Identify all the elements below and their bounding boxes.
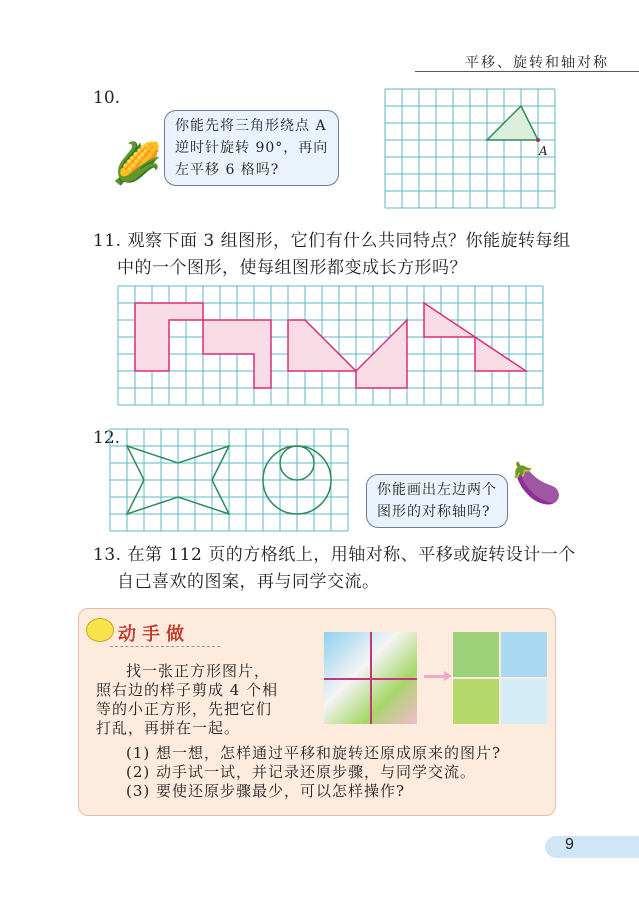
activity-tasks	[126, 744, 501, 801]
page-number: 9	[565, 836, 574, 853]
intro-line: 找一张正方形图片，	[126, 662, 271, 680]
piece	[501, 679, 547, 724]
activity-intro	[96, 662, 278, 738]
cut-line	[324, 678, 417, 680]
eggplant-mascot-icon: 🍆	[512, 461, 562, 507]
q11-line: 中的一个图形，使每组图形都变成长方形吗？	[117, 258, 467, 278]
q11-line: 11. 观察下面 3 组图形，它们有什么共同特点？你能旋转每组	[93, 231, 571, 251]
arrow-right-icon	[424, 675, 444, 678]
q10-grid	[384, 88, 584, 218]
bubble-line: 图形的对称轴吗?	[377, 504, 491, 520]
q13-line: 13. 在第 112 页的方格纸上，用轴对称、平移或旋转设计一个	[93, 545, 576, 565]
point-a-label: A	[539, 144, 548, 158]
q12-speech-bubble	[366, 474, 508, 528]
arrow-head-icon	[444, 671, 452, 681]
chick-icon	[86, 618, 114, 642]
intro-line: 等的小正方形，先把它们	[96, 700, 273, 718]
q12-grid	[109, 428, 351, 533]
header-divider	[415, 71, 639, 72]
page-number-tab	[545, 836, 639, 858]
task-item: (2) 动手试一试，并记录还原步骤，与同学交流。	[126, 763, 477, 781]
task-item: (1) 想一想，怎样通过平移和旋转还原成原来的图片?	[126, 744, 502, 762]
piece	[501, 632, 547, 677]
q13-text	[93, 542, 576, 596]
q12-number: 12.	[93, 428, 121, 448]
original-picture	[324, 632, 417, 724]
bubble-line: 你能画出左边两个	[377, 482, 497, 498]
piece	[453, 679, 499, 724]
q11-grid	[117, 285, 547, 407]
q10-speech-bubble	[164, 110, 339, 186]
activity-title: 动手做	[118, 624, 190, 645]
bubble-line: 左平移 6 格吗?	[175, 162, 280, 178]
intro-line: 打乱，再拼在一起。	[96, 719, 241, 737]
title-underline	[110, 646, 220, 647]
q13-line: 自己喜欢的图案，再与同学交流。	[117, 572, 380, 592]
q10-number: 10.	[93, 88, 121, 108]
task-item: (3) 要使还原步骤最少，可以怎样操作?	[126, 782, 406, 800]
q11-text	[93, 228, 571, 282]
chapter-header: 平移、旋转和轴对称	[465, 55, 609, 71]
bubble-line: 你能先将三角形绕点 A	[175, 118, 327, 134]
intro-line: 照右边的样子剪成 4 个相	[96, 681, 279, 699]
point-a-marker	[536, 138, 540, 142]
piece	[453, 632, 499, 677]
corn-mascot-icon: 🌽	[112, 141, 162, 187]
shuffled-picture	[453, 632, 547, 724]
bubble-line: 逆时针旋转 90°，再向	[175, 140, 329, 156]
